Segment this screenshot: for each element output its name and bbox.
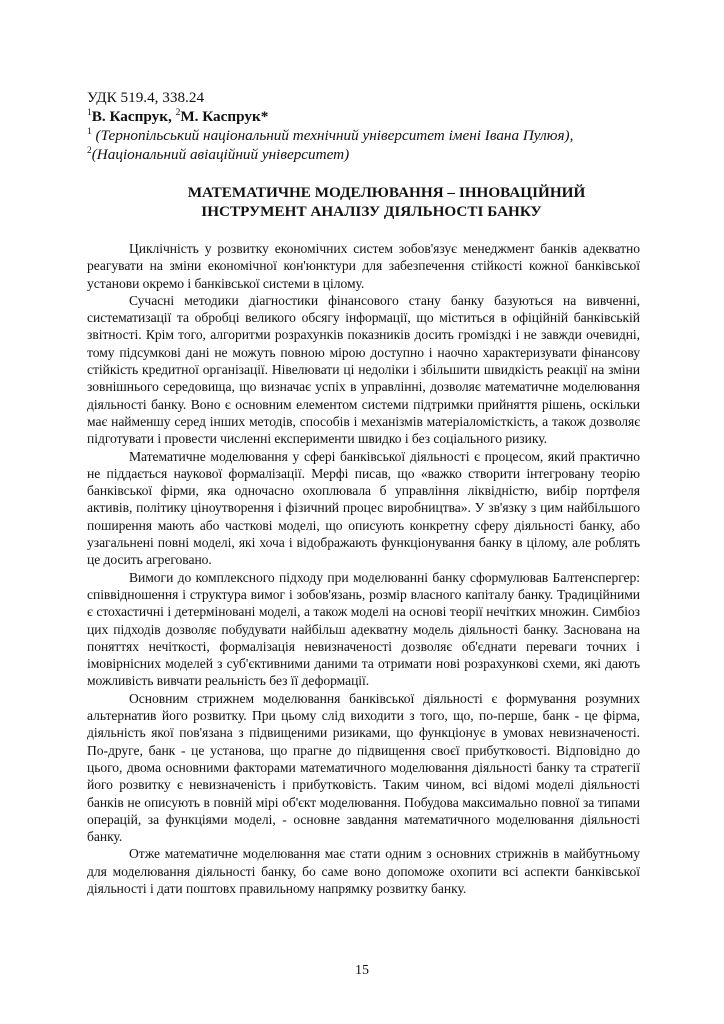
body-paragraph: Циклічність у розвитку економічних систем зобов'язує менеджмент банків адекватно реагувати на зміни економічної кон'юнктури для забезпечення стійкості кожної банківської установи окремо і банківської системи в цілому.: [87, 241, 640, 291]
body-paragraph: Основним стрижнем моделювання банківської діяльності є формування розумних альтернатив його розвитку. При цьому слід виходити з того, що, по-перше, банк - це фірма, діяльність якої пов'язана з підвищеними ризиками, що функціонує в умовах невизначеності. По-друге, банк - це установа, що прагне до підвищення своєї прибутковості. Відповідно до цього, двома основними факторами математичного моделювання діяльності банку та стратегії його розвитку є невизначеність і прибутковість. Таким чином, всі відомі моделі діяльності банків не описують в повній мірі об'єкт моделювання. Побудова максимально повної за типами операцій, за функціями моделі, - основне завдання математичного моделювання діяльності банку.: [87, 690, 640, 845]
title-line-1: МАТЕМАТИЧНЕ МОДЕЛЮВАННЯ – ІННОВАЦІЙНИЙ: [187, 184, 586, 201]
body-paragraph: Сучасні методики діагностики фінансового стану банку базуються на вивченні, систематизації та обробці великого обсягу інформації, що міститься в офіційній банківській звітності. Крім того, алгоритми розрахунків показників досить громіздкі і не завжди очевидні, тому підсумкові дані не можуть повною мірою доступно і наочно характеризувати фінансову стійкість кредитної організації. Нівелювати ці недоліки і збільшити швидкість реакції на зміни зовнішнього середовища, що визначає успіх в управлінні, дозволяє математичне моделювання діяльності банку. Воно є основним елементом системи підтримки прийняття рішень, оскільки має найменшу серед інших методів, способів і механізмів матеріаломісткість, а також дозволяє підготувати і провести численні експерименти швидко і без соціального ризику.: [87, 292, 640, 447]
affiliation-2-superscript: 2: [87, 146, 92, 156]
author1-superscript: 1: [87, 108, 92, 118]
title-line-2: ІНСТРУМЕНТ АНАЛІЗУ ДІЯЛЬНОСТІ БАНКУ: [201, 203, 542, 220]
affiliation-1-superscript: 1: [87, 127, 92, 137]
author-1: В. Каспрук,: [91, 108, 176, 125]
article-body: [87, 240, 640, 897]
affiliation-2-text: (Національний авіаційний університет): [91, 146, 350, 163]
page-number: 15: [355, 963, 369, 978]
affiliation-2: [87, 145, 640, 164]
body-paragraph: Вимоги до комплексного підходу при моделюванні банку сформулював Балтенспергер: співвідношення і структура вимог і зобов'язань, розмір власного капіталу банку. Традиційними є стохастичні і детерміновані моделі, а також моделі на основі теорії нечітких множин. Симбіоз цих підходів дозволяє побудувати найбільш адекватну модель діяльності банку. Заснована на поняттях нечіткості, формалізація невизначеності дозволяє об'єднати переваги точних і імовірнісних моделей з суб'єктивними даними та отримати нові розрахункові схеми, які дають можливість вивчати реальність без її деформації.: [87, 569, 640, 689]
paper-page: [87, 88, 640, 897]
body-paragraph: Математичне моделювання у сфері банківської діяльності є процесом, який практично не піддається наукової формалізації. Мерфі писав, що «важко створити інтегровану теорію банківської фірми, яка одночасно охоплювала б управління ліквідністю, вибір портфеля активів, політику ціноутворення і фізичний процес виробництва». У зв'язку з цим найбільшого поширення мають або часткові моделі, що описують конкретну сферу діяльності банку, або узагальнені повні моделі, які хоча і відображають функціонування банку в цілому, але роблять це досить агреговано.: [87, 448, 640, 568]
author-2: М. Каспрук*: [180, 108, 269, 125]
paper-title: [87, 183, 640, 221]
body-paragraph: Отже математичне моделювання має стати одним з основних стрижнів в майбутньому для моделювання діяльності банку, бо саме воно допоможе охопити всі аспекти банківської діяльності і дати поштовх правильному напрямку розвитку банку.: [87, 846, 640, 896]
affiliation-1-text: (Тернопільський національний технічний університет імені Івана Пулюя),: [91, 127, 574, 144]
affiliation-1: [87, 126, 640, 145]
author2-superscript: 2: [175, 108, 181, 118]
udk-code: УДК 519.4, 338.24: [87, 89, 205, 106]
author-names: [87, 107, 640, 126]
